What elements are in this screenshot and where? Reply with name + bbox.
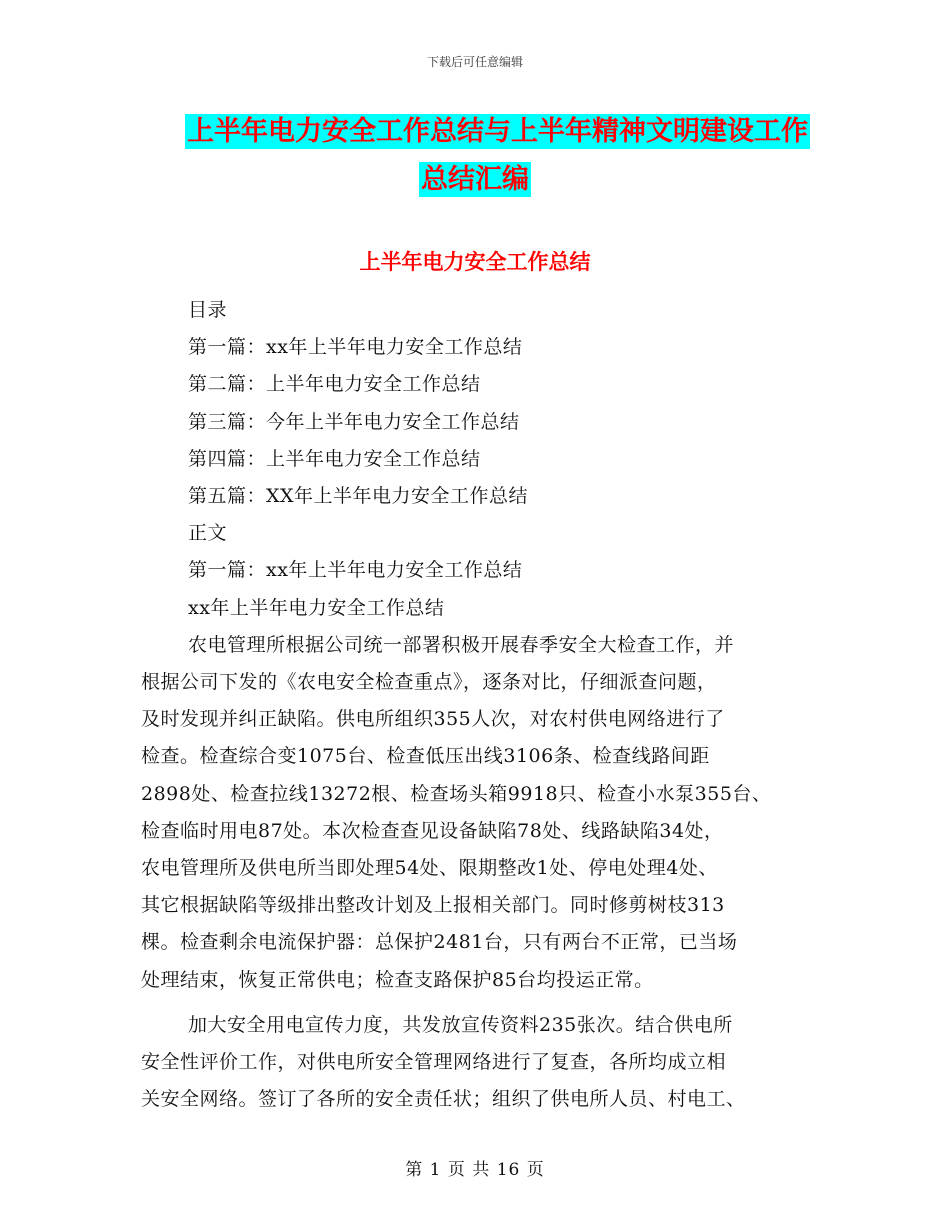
- paragraph-line: 检查临时用电87处。本次检查查见设备缺陷78处、线路缺陷34处，: [141, 819, 724, 842]
- paragraph-line: 农电管理所根据公司统一部署积极开展春季安全大检查工作，并: [188, 633, 735, 656]
- paragraph-line: 其它根据缺陷等级排出整改计划及上报相关部门。同时修剪树枝313: [141, 894, 725, 917]
- title-highlight-1: 上半年电力安全工作总结与上半年精神文明建设工作: [187, 116, 808, 147]
- document-title: [0, 108, 950, 204]
- page-footer: 第 1 页 共 16 页: [405, 1160, 545, 1180]
- document-title-line-2: [0, 156, 950, 204]
- paragraph-line: 根据公司下发的《农电安全检查重点》，逐条对比，仔细派查问题，: [141, 671, 717, 694]
- body-heading: 正文: [188, 522, 228, 545]
- chapter-heading: 第一篇：xx年上半年电力安全工作总结: [188, 559, 523, 582]
- toc-item: 第一篇：xx年上半年电力安全工作总结: [188, 336, 523, 359]
- paragraph-gap: [141, 999, 821, 1007]
- toc-item: 第二篇：上半年电力安全工作总结: [188, 373, 481, 396]
- toc-item: 第五篇：XX年上半年电力安全工作总结: [188, 485, 529, 508]
- document-body: [141, 292, 821, 1118]
- title-highlight-2: 总结汇编: [421, 164, 529, 195]
- chapter-subheading: xx年上半年电力安全工作总结: [188, 596, 445, 619]
- paragraph-line: 关安全网络。签订了各所的安全责任状；组织了供电所人员、村电工、: [141, 1088, 746, 1111]
- toc-item: 第四篇：上半年电力安全工作总结: [188, 447, 481, 470]
- paragraph-line: 处理结束，恢复正常供电；检查支路保护85台均投运正常。: [141, 968, 654, 991]
- paragraph-line: 棵。检查剩余电流保护器：总保护2481台，只有两台不正常，已当场: [141, 931, 738, 954]
- paragraph-line: 及时发现并纠正缺陷。供电所组织355人次，对农村供电网络进行了: [141, 708, 725, 731]
- paragraph-line: 农电管理所及供电所当即处理54处、限期整改1处、停电处理4处、: [141, 857, 718, 880]
- toc-item: 第三篇：今年上半年电力安全工作总结: [188, 410, 520, 433]
- document-title-line-1: [0, 108, 950, 156]
- paragraph-line: 加大安全用电宣传力度，共发放宣传资料235张次。结合供电所: [188, 1013, 733, 1036]
- header-note: 下载后可任意编辑: [426, 55, 523, 69]
- paragraph-line: 检查。检查综合变1075台、检查低压出线3106条、检查线路间距: [141, 745, 710, 768]
- paragraph-line: 安全性评价工作，对供电所安全管理网络进行了复查，各所均成立相: [141, 1051, 727, 1074]
- toc-heading: 目录: [188, 299, 228, 321]
- paragraph-line: 2898处、检查拉线13272根、检查场头箱9918只、检查小水泵355台、: [141, 782, 772, 805]
- section-title: 上半年电力安全工作总结: [359, 250, 591, 274]
